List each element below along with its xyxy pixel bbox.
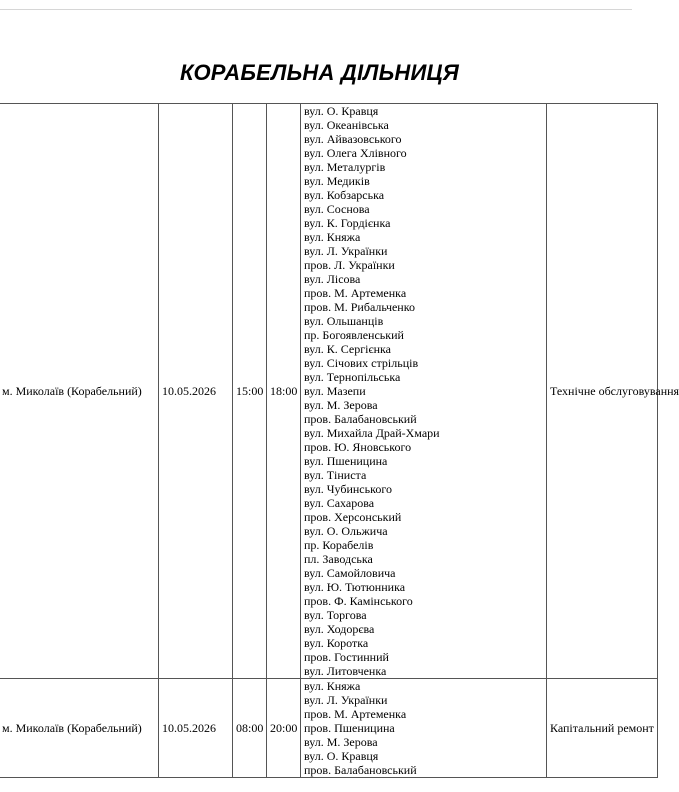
schedule-table [0,103,679,778]
street-item: вул. Січових стрільців [304,356,419,370]
street-item: пров. Гостинний [304,650,389,664]
street-item: вул. Тернопільська [304,370,401,384]
end-time-cell: 20:00 [267,679,301,778]
table-row [0,104,658,679]
street-item: вул. К. Сергієнка [304,342,391,356]
date-cell: 10.05.2026 [159,679,233,778]
street-item: вул. Олега Хлівного [304,146,407,160]
work-type-cell: Капітальний ремонт [547,679,658,778]
street-item: вул. Медиків [304,174,370,188]
street-item: вул. О. Ольжича [304,524,388,538]
street-item: вул. Коротка [304,636,369,650]
street-item: вул. Ходорєва [304,622,375,636]
top-divider [0,9,632,10]
street-item: пр. Корабелів [304,538,374,552]
start-time-cell: 08:00 [233,679,267,778]
street-item: вул. Чубинського [304,482,392,496]
street-item: вул. Княжа [304,679,361,693]
street-item: вул. Лісова [304,272,361,286]
street-item: пров. Л. Українки [304,258,395,272]
end-time-cell: 18:00 [267,104,301,679]
street-item: вул. Океанівська [304,118,389,132]
work-type-cell: Технічне обслуговування [547,104,658,679]
street-item: вул. Литовченка [304,664,387,678]
street-item: вул. Л. Українки [304,693,388,707]
street-item: пров. Пшеницина [304,721,395,735]
streets-cell [301,679,547,778]
street-item: пл. Заводська [304,552,373,566]
page-title: КОРАБЕЛЬНА ДІЛЬНИЦЯ [180,60,459,85]
street-item: вул. Металургів [304,160,386,174]
street-item: пров. Ю. Яновського [304,440,412,454]
street-item: вул. Сахарова [304,496,375,510]
street-item: пров. Балабановський [304,763,417,777]
street-item: вул. М. Зерова [304,735,378,749]
street-item: вул. Соснова [304,202,370,216]
street-item: пров. М. Артеменка [304,286,407,300]
start-time-cell: 15:00 [233,104,267,679]
street-item: вул. Княжа [304,230,361,244]
table-row [0,679,658,778]
schedule-table-body [0,104,679,778]
location-cell: м. Миколаїв (Корабельний) [0,104,159,679]
streets-cell [301,104,547,679]
street-item: пров. Херсонський [304,510,402,524]
date-cell: 10.05.2026 [159,104,233,679]
street-item: вул. Кобзарська [304,188,385,202]
street-item: пров. Балабановський [304,412,417,426]
street-item: вул. Ю. Тютюнника [304,580,406,594]
street-item: вул. К. Гордієнка [304,216,391,230]
street-item: вул. О. Кравця [304,104,379,118]
street-item: вул. Торгова [304,608,367,622]
street-item: пров. М. Рибальченко [304,300,415,314]
street-item: вул. Михайла Драй-Хмари [304,426,440,440]
street-item: пр. Богоявленський [304,328,404,342]
street-item: вул. Айвазовського [304,132,402,146]
street-item: пров. М. Артеменка [304,707,407,721]
street-item: вул. Мазепи [304,384,366,398]
street-item: вул. Ольшанців [304,314,384,328]
street-item: вул. О. Кравця [304,749,379,763]
street-item: вул. Пшеницина [304,454,388,468]
street-item: вул. Л. Українки [304,244,388,258]
street-item: вул. М. Зерова [304,398,378,412]
street-item: пров. Ф. Камінського [304,594,413,608]
location-cell: м. Миколаїв (Корабельний) [0,679,159,778]
street-item: вул. Самойловича [304,566,396,580]
street-item: вул. Тіниста [304,468,367,482]
